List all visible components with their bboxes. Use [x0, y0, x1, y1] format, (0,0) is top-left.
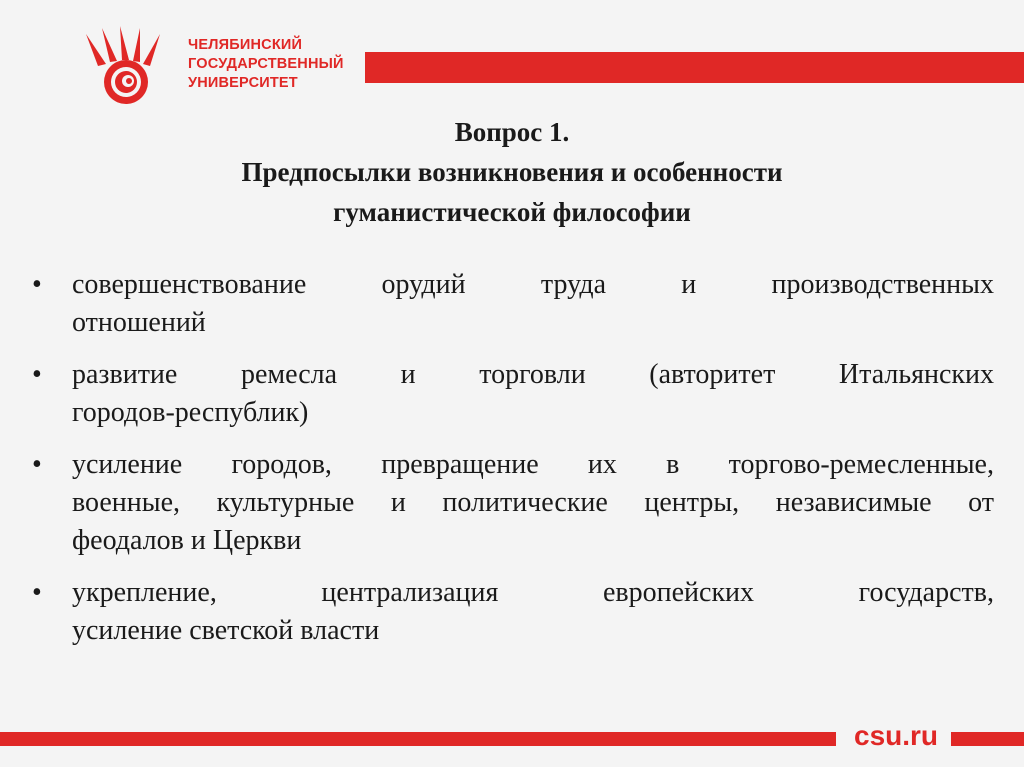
bullet-line: совершенствование орудий труда и производственных [72, 269, 994, 300]
bullet-line: феодалов и Церкви [72, 525, 302, 556]
site-url: csu.ru [854, 720, 939, 751]
slide-title [100, 112, 924, 232]
title-line-3: гуманистической философии [333, 197, 691, 227]
bullet-dot-icon: • [32, 449, 42, 480]
university-name-line-2: ГОСУДАРСТВЕННЫЙ [188, 56, 344, 72]
bullet-line: отношений [72, 307, 206, 338]
footer-red-bar-right [951, 732, 1024, 746]
bullet-text [72, 574, 994, 650]
bullet-dot-icon: • [32, 577, 42, 608]
list-item [32, 446, 994, 560]
university-name [188, 36, 344, 93]
bullet-text [72, 356, 994, 432]
list-item [32, 574, 994, 650]
bullet-dot-icon: • [32, 269, 42, 300]
bullet-line: развитие ремесла и торговли (авторитет Итальянских [72, 359, 994, 390]
list-item [32, 266, 994, 342]
title-line-1: Вопрос 1. [454, 117, 570, 147]
university-name-line-1: ЧЕЛЯБИНСКИЙ [188, 37, 303, 53]
bullet-line: военные, культурные и политические центры, независимые от [72, 487, 994, 518]
bullet-list [32, 266, 994, 664]
list-item [32, 356, 994, 432]
bullet-text [72, 266, 994, 342]
title-line-2: Предпосылки возникновения и особенности [241, 157, 783, 187]
spiral-shell-logo-icon [80, 26, 172, 106]
bullet-dot-icon: • [32, 359, 42, 390]
bullet-line: усиление светской власти [72, 615, 380, 646]
footer-red-bar-left [0, 732, 836, 746]
bullet-line: усиление городов, превращение их в торгово-ремесленные, [72, 449, 994, 480]
university-name-line-3: УНИВЕРСИТЕТ [188, 75, 298, 91]
header-red-bar [365, 52, 1024, 83]
bullet-line: городов-республик) [72, 397, 309, 428]
bullet-line: укрепление, централизация европейских государств, [72, 577, 994, 608]
bullet-text [72, 446, 994, 560]
